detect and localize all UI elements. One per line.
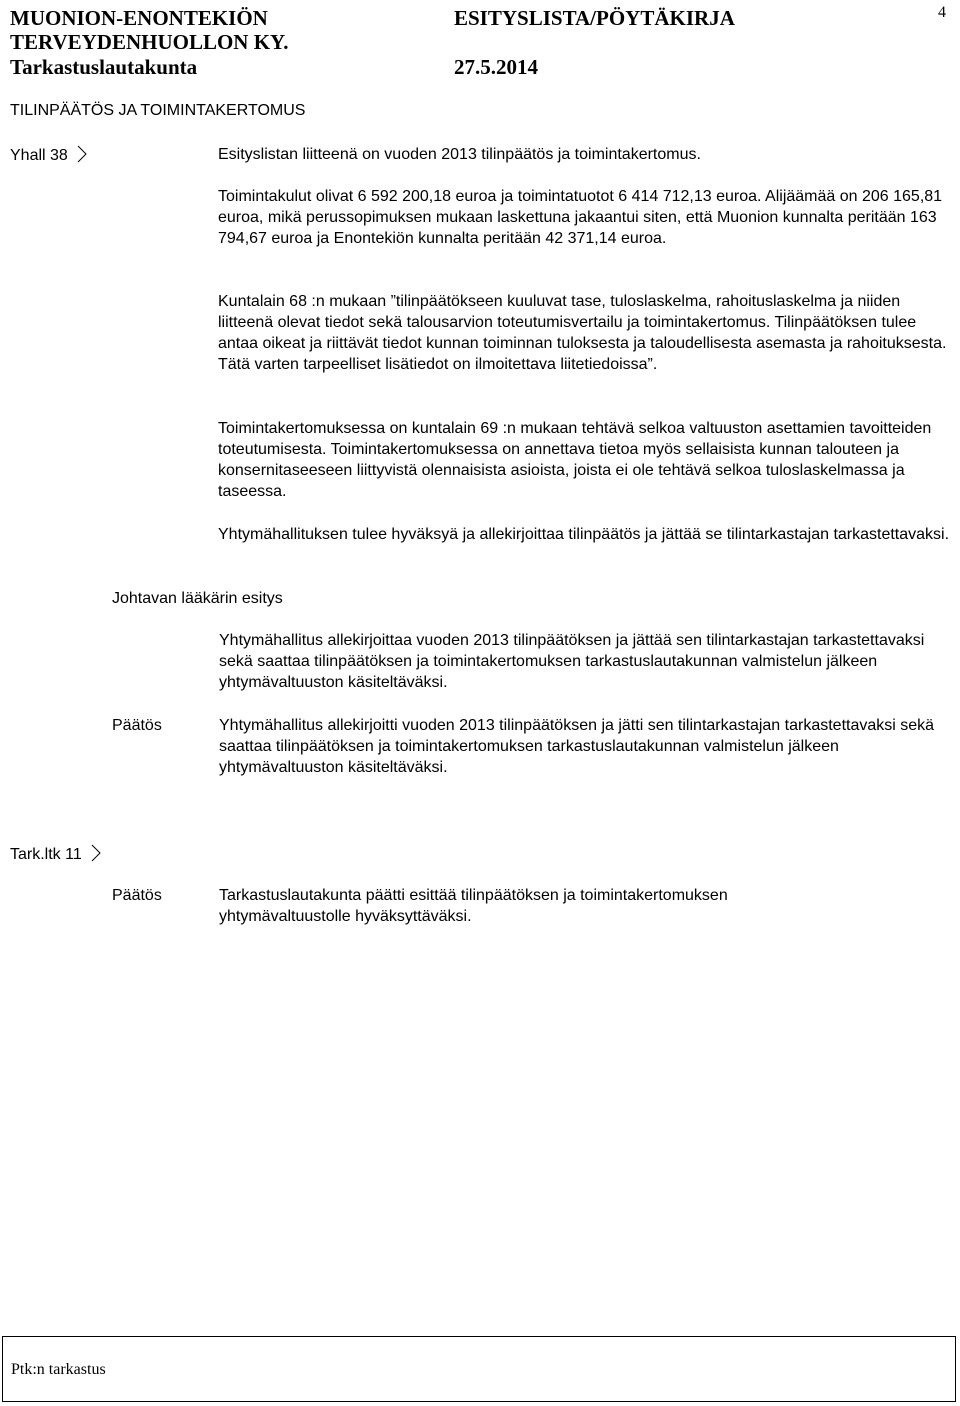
page-number: 4 [938,4,946,21]
paragraph-1: Esityslistan liitteenä on vuoden 2013 tilinpäätös ja toimintakertomus. [218,146,701,163]
org-name-line1: MUONION-ENONTEKIÖN [10,6,268,30]
decision-text-2: Tarkastuslautakunta päätti esittää tilinpäätöksen ja toimintakertomuksen yhtymävaltuustolle hyväksyttäväksi. [219,887,728,925]
paragraph-mark-icon [76,144,88,164]
committee-name: Tarkastuslautakunta [10,55,198,79]
item-ref-label: Yhall 38 [10,147,68,164]
item-ref-label-2: Tark.ltk 11 [10,846,82,863]
meeting-date: 27.5.2014 [454,55,538,79]
decision-text-1: Yhtymähallitus allekirjoitti vuoden 2013 tilinpäätöksen ja jätti sen tilintarkastajan tarkastettavaksi sekä saattaa tilinpäätöksen ja toimintakertomuksen tarkastuslautakunnan valmistelun jälkeen yhtymävaltuuston käsiteltäväksi. [219,717,935,776]
document-type: ESITYSLISTA/PÖYTÄKIRJA [454,6,735,30]
item-ref-yhall [10,144,88,166]
paragraph-2: Toimintakulut olivat 6 592 200,18 euroa ja toimintatuotot 6 414 712,13 euroa. Alijäämää on 206 165,81 euroa, mikä perussopimuksen mukaan laskettuna jakaantui siten, että Muonion kunnalta peritään 163 794,67 euroa ja Enontekiön kunnalta peritään 42 371,14 euroa. [218,188,943,247]
org-name-line2: TERVEYDENHUOLLON KY. [10,30,289,54]
decision-label-2: Päätös [112,887,162,904]
paragraph-5: Yhtymähallituksen tulee hyväksyä ja allekirjoittaa tilinpäätös ja jättää se tilintarkastajan tarkastettavaksi. [218,526,950,543]
proposal-text: Yhtymähallitus allekirjoittaa vuoden 2013 tilinpäätöksen ja jättää sen tilintarkastajan tarkastettavaksi sekä saattaa tilinpäätöksen ja toimintakertomuksen tarkastuslautakunnan valmistelun jälkeen yhtymävaltuuston käsiteltäväksi. [219,632,925,691]
paragraph-4: Toimintakertomuksessa on kuntalain 69 :n mukaan tehtävä selkoa valtuuston asettamien tavoitteiden toteutumisesta. Toimintakertomuksessa on annettava tietoa myös sellaisista kunnan talouteen ja konsernitaseeseen liittyvistä olennaisista asioista, joista ei ole tehtävä selkoa tuloslaskelmassa ja taseessa. [218,420,932,500]
section-title: TILINPÄÄTÖS JA TOIMINTAKERTOMUS [10,102,306,119]
paragraph-3: Kuntalain 68 :n mukaan ”tilinpäätökseen kuuluvat tase, tuloslaskelma, rahoituslaskelma ja niiden liitteenä olevat tiedot sekä talousarvion toteutumisvertailu ja toimintakertomus. Tilinpäätöksen tulee antaa oikeat ja riittävät tiedot kunnan toiminnan tuloksesta ja taloudellisesta asemasta ja rahoituksesta. Tätä varten tarpeelliset lisätiedot on ilmoitettava liitetiedoissa”. [218,293,947,373]
paragraph-mark-icon [90,843,102,863]
review-label: Ptk:n tarkastus [11,1361,106,1378]
review-box [2,1336,956,1402]
proposal-label: Johtavan lääkärin esitys [112,590,283,607]
item-ref-tarkltk [10,843,102,865]
decision-label-1: Päätös [112,717,162,734]
